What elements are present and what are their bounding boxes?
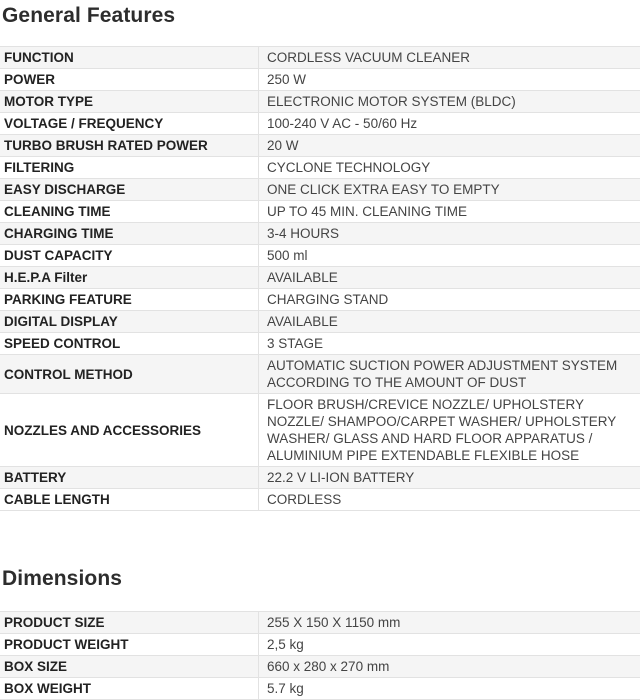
spec-key: SPEED CONTROL [0, 333, 259, 355]
spec-key: MOTOR TYPE [0, 91, 259, 113]
spec-value: AVAILABLE [259, 267, 640, 289]
spec-value: 20 W [259, 135, 640, 157]
table-row [0, 394, 640, 467]
spec-key: CABLE LENGTH [0, 489, 259, 511]
spec-key: CLEANING TIME [0, 201, 259, 223]
table-row [0, 245, 640, 267]
spec-key: PRODUCT WEIGHT [0, 634, 259, 656]
spec-key: FUNCTION [0, 47, 259, 69]
spec-key: BATTERY [0, 467, 259, 489]
spec-key: FILTERING [0, 157, 259, 179]
spec-key: POWER [0, 69, 259, 91]
general-features-title: General Features [2, 4, 176, 27]
spec-value: ELECTRONIC MOTOR SYSTEM (BLDC) [259, 91, 640, 113]
table-row [0, 157, 640, 179]
table-row [0, 333, 640, 355]
table-row [0, 289, 640, 311]
table-row [0, 69, 640, 91]
table-row [0, 91, 640, 113]
spec-key: CHARGING TIME [0, 223, 259, 245]
spec-key: CONTROL METHOD [0, 355, 259, 394]
spec-key: DIGITAL DISPLAY [0, 311, 259, 333]
table-row [0, 135, 640, 157]
spec-key: VOLTAGE / FREQUENCY [0, 113, 259, 135]
spec-value: ONE CLICK EXTRA EASY TO EMPTY [259, 179, 640, 201]
spec-value: AUTOMATIC SUCTION POWER ADJUSTMENT SYSTEM ACCORDING TO THE AMOUNT OF DUST [259, 355, 640, 394]
spec-value: 22.2 V LI-ION BATTERY [259, 467, 640, 489]
table-row [0, 489, 640, 511]
table-row [0, 179, 640, 201]
spec-value: CORDLESS VACUUM CLEANER [259, 47, 640, 69]
spec-value: UP TO 45 MIN. CLEANING TIME [259, 201, 640, 223]
table-row [0, 656, 640, 678]
table-row [0, 223, 640, 245]
spec-value: CORDLESS [259, 489, 640, 511]
table-row [0, 113, 640, 135]
spec-value: 2,5 kg [259, 634, 640, 656]
spec-key: PRODUCT SIZE [0, 612, 259, 634]
spec-value: 100-240 V AC - 50/60 Hz [259, 113, 640, 135]
table-row [0, 267, 640, 289]
spec-value: CHARGING STAND [259, 289, 640, 311]
spec-value: 5.7 kg [259, 678, 640, 700]
spec-value: CYCLONE TECHNOLOGY [259, 157, 640, 179]
spec-value: FLOOR BRUSH/CREVICE NOZZLE/ UPHOLSTERY NOZZLE/ SHAMPOO/CARPET WASHER/ UPHOLSTERY WASHER/ GLASS AND HARD FLOOR APPARATUS / ALUMINIUM PIPE EXTENDABLE FLEXIBLE HOSE [259, 394, 640, 467]
spec-value: 3 STAGE [259, 333, 640, 355]
dimensions-table [0, 611, 640, 700]
table-row [0, 47, 640, 69]
general-features-table [0, 46, 640, 511]
spec-key: EASY DISCHARGE [0, 179, 259, 201]
spec-key: H.E.P.A Filter [0, 267, 259, 289]
spec-key: PARKING FEATURE [0, 289, 259, 311]
spec-value: 3-4 HOURS [259, 223, 640, 245]
spec-value: 660 x 280 x 270 mm [259, 656, 640, 678]
table-row [0, 678, 640, 700]
table-row [0, 467, 640, 489]
table-row [0, 634, 640, 656]
table-row [0, 311, 640, 333]
table-row [0, 355, 640, 394]
spec-key: TURBO BRUSH RATED POWER [0, 135, 259, 157]
spec-key: BOX WEIGHT [0, 678, 259, 700]
spec-value: AVAILABLE [259, 311, 640, 333]
spec-value: 255 X 150 X 1150 mm [259, 612, 640, 634]
dimensions-title: Dimensions [2, 567, 123, 590]
table-row [0, 201, 640, 223]
spec-value: 250 W [259, 69, 640, 91]
spec-value: 500 ml [259, 245, 640, 267]
spec-key: BOX SIZE [0, 656, 259, 678]
spec-key: NOZZLES AND ACCESSORIES [0, 394, 259, 467]
spec-key: DUST CAPACITY [0, 245, 259, 267]
table-row [0, 612, 640, 634]
